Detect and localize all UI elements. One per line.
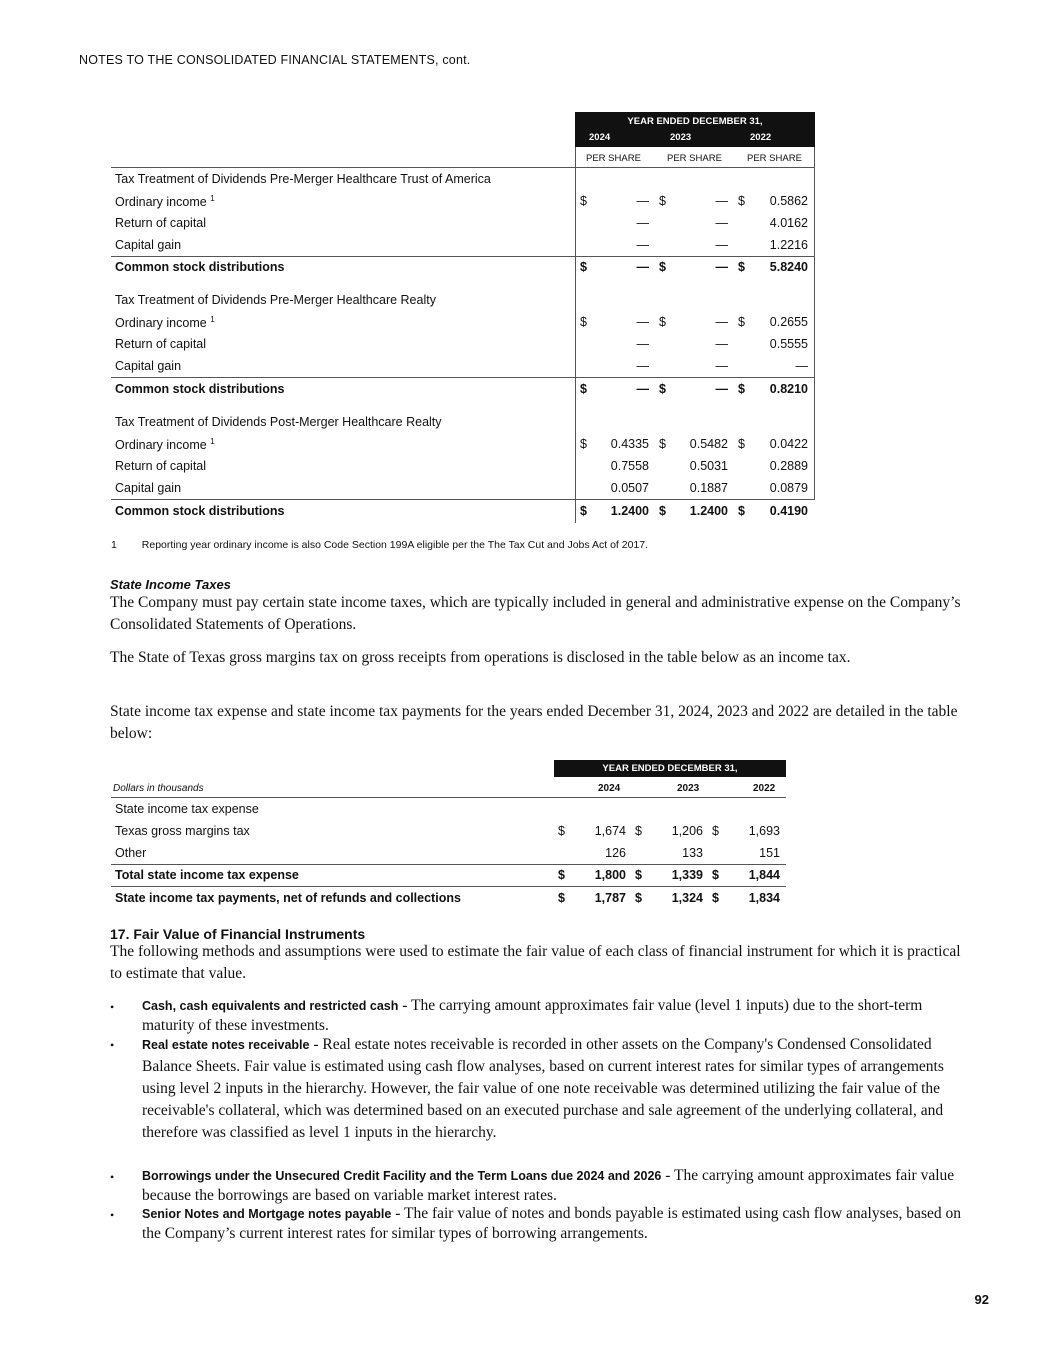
currency-symbol: $ — [659, 315, 666, 329]
section-title: Tax Treatment of Dividends Pre-Merger Healthcare Realty — [115, 293, 436, 307]
value-2024: 1,674 — [594, 824, 626, 838]
value-2023: — — [715, 315, 728, 329]
value-2024: — — [636, 337, 649, 351]
footnote-text: Reporting year ordinary income is also Code Section 199A eligible per the The Tax Cut and Jobs Act of 2017. — [141, 539, 649, 551]
value-2024: 1,800 — [594, 868, 626, 882]
row-label: Return of capital — [115, 459, 207, 473]
value-2022: 1,834 — [748, 891, 780, 905]
value-2024: — — [636, 359, 649, 373]
paragraph: State income tax expense and state income tax payments for the years ended December 31, 2024, 2023 and 2022 are detailed in the table below: — [110, 703, 958, 742]
table-row — [111, 455, 815, 477]
value-2024: 0.0507 — [610, 481, 649, 495]
currency-symbol: $ — [558, 824, 565, 838]
table-row — [111, 311, 815, 333]
currency-symbol: $ — [580, 260, 587, 274]
total-row — [111, 378, 815, 400]
footnote-ref: 1 — [210, 194, 215, 203]
value-2022: 0.0879 — [769, 481, 808, 495]
section-title: Tax Treatment of Dividends Pre-Merger Healthcare Trust of America — [115, 172, 491, 186]
currency-symbol: $ — [738, 504, 745, 518]
currency-symbol: $ — [712, 891, 719, 905]
currency-symbol: $ — [659, 194, 666, 208]
total-row — [111, 864, 786, 886]
value-2023: 0.5482 — [689, 437, 728, 451]
currency-symbol: $ — [738, 382, 745, 396]
row-label: Total state income tax expense — [115, 868, 299, 882]
currency-symbol: $ — [659, 437, 666, 451]
currency-symbol: $ — [659, 504, 666, 518]
bullet-item — [110, 996, 970, 1036]
year-2023: 2023 — [670, 132, 692, 143]
currency-symbol: $ — [558, 891, 565, 905]
value-2022: — — [795, 359, 808, 373]
currency-symbol: $ — [712, 824, 719, 838]
value-2023: 1.2400 — [689, 504, 728, 518]
bullet-icon: • — [110, 1208, 115, 1222]
year-2024: 2024 — [598, 783, 621, 794]
table-row — [111, 477, 815, 499]
value-2022: 1,693 — [748, 824, 780, 838]
footnote-marker: 1 — [111, 539, 117, 551]
bullet-text — [142, 1034, 970, 1144]
total-row — [111, 256, 815, 278]
currency-symbol: $ — [635, 824, 642, 838]
table-row — [111, 212, 815, 234]
page-header: NOTES TO THE CONSOLIDATED FINANCIAL STATEMENTS, cont. — [79, 53, 471, 67]
currency-symbol: $ — [738, 260, 745, 274]
bullet-lead: Cash, cash equivalents and restricted cash — [142, 999, 399, 1013]
footnote — [111, 539, 648, 551]
value-2023: 1,206 — [671, 824, 703, 838]
currency-symbol: $ — [580, 437, 587, 451]
year-group-header: YEAR ENDED DECEMBER 31, — [627, 116, 763, 127]
value-2022: 0.2889 — [769, 459, 808, 473]
row-label: Return of capital — [115, 337, 207, 351]
payments-row — [111, 887, 786, 909]
row-label: Capital gain — [115, 238, 182, 252]
value-2022: 0.8210 — [769, 382, 808, 396]
value-2024: — — [636, 260, 649, 274]
row-label: Texas gross margins tax — [115, 824, 250, 838]
total-row — [111, 500, 815, 522]
bullet-lead: Borrowings under the Unsecured Credit Facility and the Term Loans due 2024 and 2026 — [142, 1169, 662, 1183]
section-title-row — [111, 411, 815, 433]
value-2023: — — [715, 260, 728, 274]
bullet-body: - The carrying amount approximates fair value (level 1 inputs) due to the short-term maturity of these investments. — [142, 997, 923, 1034]
currency-symbol: $ — [580, 315, 587, 329]
bullet-body: - The fair value of notes and bonds payable is estimated using cash flow analyses, based on the Company’s current interest rates for similar types of borrowing arrangements. — [142, 1205, 961, 1242]
value-2022: 4.0162 — [769, 216, 808, 230]
value-2024: — — [636, 216, 649, 230]
value-2024: 0.7558 — [610, 459, 649, 473]
value-2022: 151 — [759, 846, 780, 860]
value-2024: — — [636, 194, 649, 208]
paragraph: The State of Texas gross margins tax on gross receipts from operations is disclosed in the table below as an income tax. — [110, 649, 851, 666]
bullet-item — [110, 1166, 970, 1206]
unit-label: Dollars in thousands — [113, 783, 204, 794]
value-2023: 1,324 — [671, 891, 703, 905]
bullet-text — [142, 1204, 970, 1243]
bullet-item — [110, 1034, 970, 1164]
row-label: Ordinary income $^1$ — [115, 315, 215, 331]
row-label: Common stock distributions — [115, 260, 285, 274]
bullet-icon: • — [110, 1038, 115, 1052]
currency-symbol: $ — [635, 891, 642, 905]
value-2024: — — [636, 238, 649, 252]
per-share-header: PER SHARE — [586, 153, 641, 164]
table-row — [111, 820, 786, 842]
currency-symbol: $ — [558, 868, 565, 882]
value-2023: 133 — [682, 846, 703, 860]
table-row — [111, 842, 786, 864]
row-label: Other — [115, 846, 147, 860]
currency-symbol: $ — [712, 868, 719, 882]
currency-symbol: $ — [659, 382, 666, 396]
year-2024: 2024 — [589, 132, 611, 143]
table-row — [111, 433, 815, 455]
row-label: Ordinary income $^1$ — [115, 437, 215, 453]
value-2023: — — [715, 337, 728, 351]
section-title-row — [111, 289, 815, 311]
value-2023: — — [715, 238, 728, 252]
value-2023: — — [715, 382, 728, 396]
paragraph: The following methods and assumptions were used to estimate the fair value of each class of financial instrument for which it is practical to estimate that value. — [110, 943, 961, 982]
year-group-header: YEAR ENDED DECEMBER 31, — [602, 763, 738, 774]
value-2024: 0.4335 — [610, 437, 649, 451]
footnote-ref: 1 — [210, 315, 215, 324]
per-share-header: PER SHARE — [747, 153, 802, 164]
year-2022: 2022 — [750, 132, 772, 143]
section-heading: State Income Taxes — [110, 577, 231, 592]
section-title: State income tax expense — [115, 802, 259, 816]
section-heading: 17. Fair Value of Financial Instruments — [110, 926, 366, 942]
bullet-text — [142, 1166, 970, 1205]
row-label: Capital gain — [115, 359, 182, 373]
value-2023: — — [715, 194, 728, 208]
table-row — [111, 234, 815, 256]
bullet-lead: Senior Notes and Mortgage notes payable — [142, 1207, 392, 1221]
year-2023: 2023 — [677, 783, 700, 794]
section-title: Tax Treatment of Dividends Post-Merger Healthcare Realty — [115, 415, 442, 429]
row-label: Common stock distributions — [115, 504, 285, 518]
section-title-row — [111, 168, 815, 190]
value-2022: 1.2216 — [769, 238, 808, 252]
year-header-bar — [575, 112, 815, 147]
row-label: Common stock distributions — [115, 382, 285, 396]
page-number: 92 — [974, 1292, 989, 1307]
table-row — [111, 355, 815, 377]
bullet-icon: • — [110, 1000, 115, 1014]
table-row — [111, 190, 815, 212]
bullet-text — [142, 996, 970, 1035]
value-2024: 1.2400 — [610, 504, 649, 518]
bullet-item — [110, 1204, 970, 1244]
value-2022: 0.4190 — [769, 504, 808, 518]
bullet-lead: Real estate notes receivable — [142, 1038, 310, 1052]
table-row — [111, 333, 815, 355]
per-share-header: PER SHARE — [667, 153, 722, 164]
value-2022: 1,844 — [748, 868, 780, 882]
section-title-row — [111, 798, 786, 820]
row-label: Ordinary income $^1$ — [115, 194, 215, 210]
value-2023: — — [715, 216, 728, 230]
value-2024: — — [636, 315, 649, 329]
row-label: State income tax payments, net of refunds and collections — [115, 891, 461, 905]
paragraph: The Company must pay certain state income taxes, which are typically included in general and administrative expense on the Company’s Consolidated Statements of Operations. — [110, 594, 961, 633]
value-2022: 0.2655 — [769, 315, 808, 329]
currency-symbol: $ — [738, 437, 745, 451]
value-2022: 0.0422 — [769, 437, 808, 451]
currency-symbol: $ — [738, 315, 745, 329]
bullet-body: - Real estate notes receivable is recorded in other assets on the Company's Condensed Consolidated Balance Sheets. Fair value is estimated using cash flow analyses, based on current interest rates for similar types of arrangements using level 2 inputs in the hierarchy. However, the fair value of one note receivable was determined utilizing the fair value of the receivable's collateral, which was determined based on an executed purchase and sale agreement of the underlying collateral, and therefore was classified as level 1 inputs in the hierarchy. — [142, 1036, 944, 1141]
value-2024: — — [636, 382, 649, 396]
currency-symbol: $ — [580, 382, 587, 396]
value-2023: 1,339 — [671, 868, 703, 882]
bullet-body: - The carrying amount approximates fair value because the borrowings are based on variable market interest rates. — [142, 1167, 955, 1204]
row-label: Return of capital — [115, 216, 207, 230]
year-2022: 2022 — [753, 783, 776, 794]
value-2022: 0.5862 — [769, 194, 808, 208]
footnote-ref: 1 — [210, 437, 215, 446]
value-2023: 0.5031 — [689, 459, 728, 473]
row-label: Capital gain — [115, 481, 182, 495]
currency-symbol: $ — [580, 504, 587, 518]
value-2023: — — [715, 359, 728, 373]
value-2023: 0.1887 — [689, 481, 728, 495]
value-2022: 5.8240 — [769, 260, 808, 274]
currency-symbol: $ — [659, 260, 666, 274]
currency-symbol: $ — [635, 868, 642, 882]
value-2022: 0.5555 — [769, 337, 808, 351]
bullet-icon: • — [110, 1170, 115, 1184]
value-2024: 1,787 — [594, 891, 626, 905]
currency-symbol: $ — [738, 194, 745, 208]
value-2024: 126 — [605, 846, 626, 860]
currency-symbol: $ — [580, 194, 587, 208]
year-header-bar — [554, 760, 786, 777]
